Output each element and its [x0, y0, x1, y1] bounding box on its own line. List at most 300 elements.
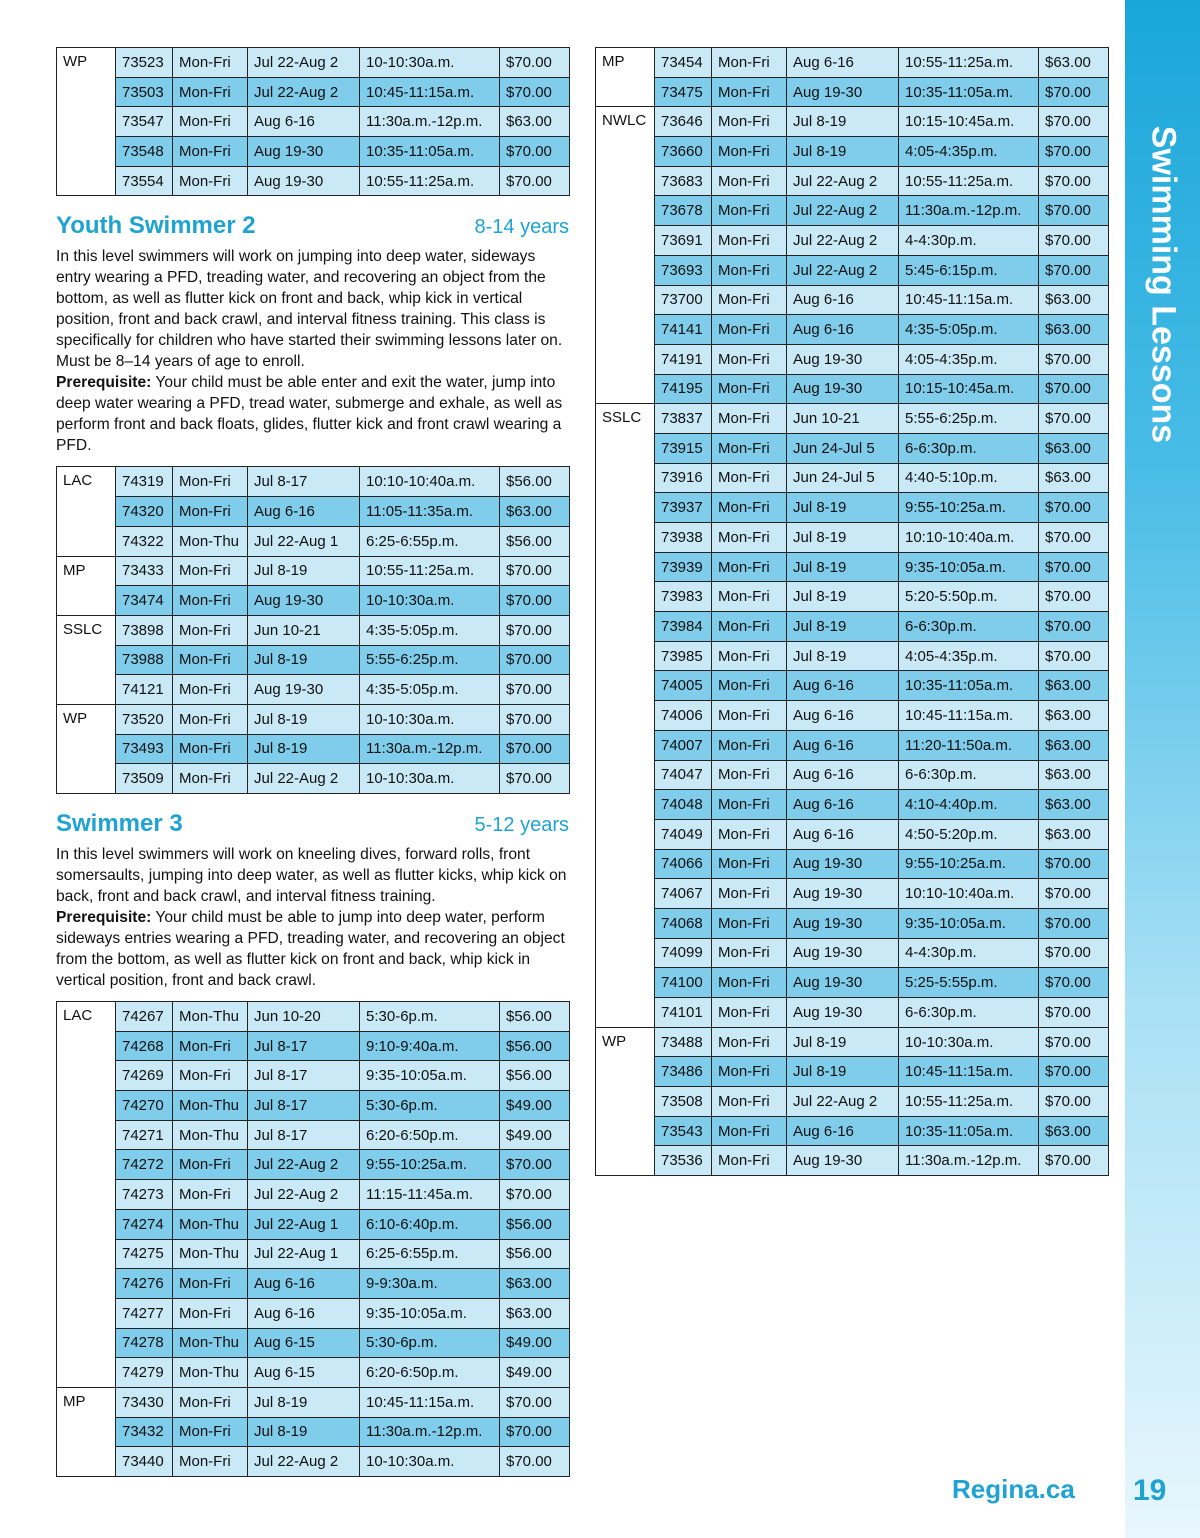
table-row [57, 137, 570, 167]
days-cell: Mon-Fri [712, 1087, 787, 1117]
days-cell: Mon-Fri [712, 730, 787, 760]
dates-cell: Aug 6-16 [787, 48, 899, 78]
fee-cell: $70.00 [1039, 998, 1109, 1028]
days-cell: Mon-Fri [712, 404, 787, 434]
table-row [596, 255, 1109, 285]
course-code-cell: 74191 [655, 344, 712, 374]
time-cell: 10:10-10:40a.m. [899, 523, 1039, 553]
fee-cell: $70.00 [1039, 908, 1109, 938]
section-title: Youth Swimmer 2 [56, 212, 256, 240]
course-code-cell: 73916 [655, 463, 712, 493]
time-cell: 6:25-6:55p.m. [360, 526, 500, 556]
schedule-table [56, 466, 570, 794]
days-cell: Mon-Fri [712, 582, 787, 612]
time-cell: 6-6:30p.m. [899, 998, 1039, 1028]
time-cell: 10:55-11:25a.m. [899, 1087, 1039, 1117]
fee-cell: $56.00 [500, 467, 570, 497]
fee-cell: $70.00 [1039, 166, 1109, 196]
fee-cell: $70.00 [1039, 552, 1109, 582]
dates-cell: Aug 6-16 [787, 760, 899, 790]
location-cell: WP [596, 1027, 655, 1175]
dates-cell: Aug 19-30 [787, 908, 899, 938]
course-code-cell: 74269 [116, 1061, 173, 1091]
table-row [596, 908, 1109, 938]
course-code-cell: 73938 [655, 523, 712, 553]
time-cell: 6-6:30p.m. [899, 433, 1039, 463]
fee-cell: $70.00 [1039, 1087, 1109, 1117]
time-cell: 4-4:30p.m. [899, 226, 1039, 256]
location-cell: LAC [57, 467, 116, 556]
fee-cell: $70.00 [1039, 196, 1109, 226]
dates-cell: Aug 19-30 [787, 374, 899, 404]
course-code-cell: 74101 [655, 998, 712, 1028]
days-cell: Mon-Fri [173, 1150, 248, 1180]
table-row [57, 704, 570, 734]
course-code-cell: 73523 [116, 48, 173, 78]
course-code-cell: 74005 [655, 671, 712, 701]
days-cell: Mon-Fri [173, 1031, 248, 1061]
dates-cell: Jul 22-Aug 2 [248, 48, 360, 78]
dates-cell: Aug 6-16 [248, 1269, 360, 1299]
dates-cell: Aug 6-16 [248, 497, 360, 527]
table-row [596, 938, 1109, 968]
days-cell: Mon-Fri [712, 760, 787, 790]
table-row [57, 734, 570, 764]
time-cell: 6:20-6:50p.m. [360, 1358, 500, 1388]
table-row [596, 612, 1109, 642]
course-code-cell: 74277 [116, 1298, 173, 1328]
table-row [596, 344, 1109, 374]
dates-cell: Jul 22-Aug 2 [787, 255, 899, 285]
table-row [57, 1002, 570, 1032]
section-description [56, 844, 569, 991]
fee-cell: $63.00 [1039, 760, 1109, 790]
dates-cell: Aug 19-30 [248, 166, 360, 196]
dates-cell: Aug 6-16 [787, 790, 899, 820]
course-code-cell: 74270 [116, 1091, 173, 1121]
dates-cell: Jul 8-17 [248, 1120, 360, 1150]
fee-cell: $70.00 [1039, 1057, 1109, 1087]
table-row [57, 1209, 570, 1239]
table-row [596, 196, 1109, 226]
days-cell: Mon-Fri [712, 552, 787, 582]
table-row [57, 526, 570, 556]
table-row [596, 671, 1109, 701]
table-row [596, 404, 1109, 434]
dates-cell: Aug 19-30 [787, 879, 899, 909]
days-cell: Mon-Fri [173, 1447, 248, 1477]
fee-cell: $70.00 [1039, 404, 1109, 434]
course-code-cell: 73683 [655, 166, 712, 196]
sidebar-title: Swimming Lessons [1144, 125, 1182, 444]
course-code-cell: 74274 [116, 1209, 173, 1239]
dates-cell: Aug 6-16 [787, 701, 899, 731]
fee-cell: $70.00 [1039, 523, 1109, 553]
dates-cell: Aug 6-16 [787, 730, 899, 760]
fee-cell: $63.00 [500, 497, 570, 527]
table-row [596, 137, 1109, 167]
location-cell: SSLC [596, 404, 655, 1027]
days-cell: Mon-Fri [173, 615, 248, 645]
time-cell: 4:05-4:35p.m. [899, 344, 1039, 374]
days-cell: Mon-Fri [173, 1061, 248, 1091]
course-code-cell: 74278 [116, 1328, 173, 1358]
days-cell: Mon-Fri [173, 166, 248, 196]
course-code-cell: 73554 [116, 166, 173, 196]
course-code-cell: 74007 [655, 730, 712, 760]
course-code-cell: 73508 [655, 1087, 712, 1117]
course-code-cell: 73939 [655, 552, 712, 582]
dates-cell: Aug 19-30 [787, 968, 899, 998]
table-row [596, 166, 1109, 196]
days-cell: Mon-Fri [173, 704, 248, 734]
table-row [57, 1091, 570, 1121]
fee-cell: $49.00 [500, 1091, 570, 1121]
page-number: 19 [1133, 1474, 1167, 1507]
time-cell: 5:45-6:15p.m. [899, 255, 1039, 285]
time-cell: 10:15-10:45a.m. [899, 374, 1039, 404]
course-code-cell: 73430 [116, 1387, 173, 1417]
fee-cell: $56.00 [500, 1061, 570, 1091]
dates-cell: Jul 22-Aug 2 [248, 1150, 360, 1180]
time-cell: 10:10-10:40a.m. [899, 879, 1039, 909]
time-cell: 10-10:30a.m. [360, 48, 500, 78]
days-cell: Mon-Fri [712, 48, 787, 78]
time-cell: 11:30a.m.-12p.m. [360, 1417, 500, 1447]
fee-cell: $70.00 [500, 137, 570, 167]
fee-cell: $70.00 [1039, 641, 1109, 671]
fee-cell: $63.00 [500, 1298, 570, 1328]
table-row [596, 641, 1109, 671]
fee-cell: $63.00 [500, 107, 570, 137]
dates-cell: Jul 8-19 [248, 645, 360, 675]
days-cell: Mon-Fri [712, 226, 787, 256]
fee-cell: $70.00 [1039, 1027, 1109, 1057]
time-cell: 10:45-11:15a.m. [360, 1387, 500, 1417]
location-cell: WP [57, 704, 116, 793]
time-cell: 4:05-4:35p.m. [899, 137, 1039, 167]
table-row [596, 790, 1109, 820]
time-cell: 9-9:30a.m. [360, 1269, 500, 1299]
dates-cell: Jul 22-Aug 1 [248, 526, 360, 556]
table-row [596, 374, 1109, 404]
fee-cell: $70.00 [500, 77, 570, 107]
table-row [596, 315, 1109, 345]
course-code-cell: 73475 [655, 77, 712, 107]
schedule-table [595, 47, 1109, 1176]
time-cell: 10:35-11:05a.m. [360, 137, 500, 167]
time-cell: 10-10:30a.m. [899, 1027, 1039, 1057]
location-cell: SSLC [57, 615, 116, 704]
table-row [596, 48, 1109, 78]
dates-cell: Aug 6-15 [248, 1328, 360, 1358]
course-code-cell: 73660 [655, 137, 712, 167]
table-row [57, 556, 570, 586]
time-cell: 10:15-10:45a.m. [899, 107, 1039, 137]
table-row [596, 77, 1109, 107]
dates-cell: Jul 8-19 [787, 552, 899, 582]
prerequisite-label: Prerequisite: [56, 909, 152, 926]
dates-cell: Jul 8-17 [248, 1031, 360, 1061]
fee-cell: $70.00 [500, 645, 570, 675]
course-code-cell: 74268 [116, 1031, 173, 1061]
time-cell: 11:30a.m.-12p.m. [360, 107, 500, 137]
table-row [596, 523, 1109, 553]
fee-cell: $70.00 [1039, 77, 1109, 107]
days-cell: Mon-Fri [173, 734, 248, 764]
days-cell: Mon-Fri [712, 612, 787, 642]
time-cell: 10:35-11:05a.m. [899, 671, 1039, 701]
days-cell: Mon-Fri [712, 1057, 787, 1087]
table-row [596, 1057, 1109, 1087]
time-cell: 10:45-11:15a.m. [899, 1057, 1039, 1087]
course-code-cell: 73984 [655, 612, 712, 642]
table-row [57, 675, 570, 705]
table-row [57, 1031, 570, 1061]
age-range: 5-12 years [474, 814, 569, 836]
time-cell: 10-10:30a.m. [360, 586, 500, 616]
table-row [57, 1120, 570, 1150]
days-cell: Mon-Fri [712, 166, 787, 196]
fee-cell: $56.00 [500, 1002, 570, 1032]
dates-cell: Jun 10-20 [248, 1002, 360, 1032]
time-cell: 10-10:30a.m. [360, 764, 500, 794]
dates-cell: Jul 8-19 [248, 1387, 360, 1417]
time-cell: 10-10:30a.m. [360, 704, 500, 734]
table-row [596, 552, 1109, 582]
days-cell: Mon-Fri [173, 764, 248, 794]
dates-cell: Jul 8-19 [248, 556, 360, 586]
section-header [56, 212, 569, 240]
course-code-cell: 73837 [655, 404, 712, 434]
days-cell: Mon-Thu [173, 1209, 248, 1239]
dates-cell: Jun 24-Jul 5 [787, 463, 899, 493]
time-cell: 11:30a.m.-12p.m. [899, 196, 1039, 226]
fee-cell: $49.00 [500, 1120, 570, 1150]
days-cell: Mon-Fri [173, 77, 248, 107]
fee-cell: $70.00 [1039, 493, 1109, 523]
dates-cell: Aug 19-30 [248, 586, 360, 616]
dates-cell: Jul 22-Aug 1 [248, 1239, 360, 1269]
table-row [57, 77, 570, 107]
dates-cell: Aug 6-16 [787, 315, 899, 345]
course-code-cell: 74006 [655, 701, 712, 731]
days-cell: Mon-Fri [712, 107, 787, 137]
time-cell: 9:10-9:40a.m. [360, 1031, 500, 1061]
table-row [596, 819, 1109, 849]
time-cell: 9:35-10:05a.m. [899, 908, 1039, 938]
time-cell: 9:35-10:05a.m. [360, 1298, 500, 1328]
days-cell: Mon-Thu [173, 1239, 248, 1269]
fee-cell: $70.00 [500, 734, 570, 764]
days-cell: Mon-Fri [712, 908, 787, 938]
days-cell: Mon-Fri [712, 255, 787, 285]
fee-cell: $70.00 [1039, 374, 1109, 404]
days-cell: Mon-Fri [173, 1180, 248, 1210]
table-row [57, 1061, 570, 1091]
days-cell: Mon-Fri [712, 344, 787, 374]
time-cell: 10:55-11:25a.m. [360, 166, 500, 196]
course-code-cell: 74195 [655, 374, 712, 404]
course-code-cell: 74275 [116, 1239, 173, 1269]
dates-cell: Jul 8-19 [787, 1027, 899, 1057]
time-cell: 11:05-11:35a.m. [360, 497, 500, 527]
dates-cell: Jun 10-21 [248, 615, 360, 645]
dates-cell: Aug 6-15 [248, 1358, 360, 1388]
dates-cell: Aug 19-30 [787, 1146, 899, 1176]
dates-cell: Jul 22-Aug 2 [787, 166, 899, 196]
time-cell: 9:35-10:05a.m. [360, 1061, 500, 1091]
fee-cell: $70.00 [500, 1447, 570, 1477]
table-row [57, 1180, 570, 1210]
course-code-cell: 74100 [655, 968, 712, 998]
days-cell: Mon-Fri [712, 285, 787, 315]
days-cell: Mon-Fri [712, 137, 787, 167]
course-code-cell: 73937 [655, 493, 712, 523]
course-code-cell: 73503 [116, 77, 173, 107]
fee-cell: $70.00 [1039, 938, 1109, 968]
fee-cell: $63.00 [1039, 819, 1109, 849]
fee-cell: $56.00 [500, 1031, 570, 1061]
schedule-table [56, 1001, 570, 1477]
days-cell: Mon-Fri [712, 196, 787, 226]
days-cell: Mon-Fri [712, 790, 787, 820]
sidebar-title-wrap [1125, 0, 1200, 460]
location-cell: MP [57, 556, 116, 615]
dates-cell: Jul 8-19 [787, 612, 899, 642]
time-cell: 11:30a.m.-12p.m. [899, 1146, 1039, 1176]
dates-cell: Jul 22-Aug 2 [787, 196, 899, 226]
days-cell: Mon-Fri [712, 1116, 787, 1146]
time-cell: 10:45-11:15a.m. [899, 701, 1039, 731]
fee-cell: $70.00 [1039, 849, 1109, 879]
days-cell: Mon-Fri [173, 645, 248, 675]
days-cell: Mon-Fri [712, 463, 787, 493]
fee-cell: $70.00 [500, 675, 570, 705]
fee-cell: $70.00 [1039, 612, 1109, 642]
fee-cell: $70.00 [1039, 879, 1109, 909]
table-row [57, 107, 570, 137]
fee-cell: $56.00 [500, 1209, 570, 1239]
time-cell: 5:20-5:50p.m. [899, 582, 1039, 612]
fee-cell: $63.00 [1039, 790, 1109, 820]
days-cell: Mon-Thu [173, 1002, 248, 1032]
dates-cell: Jul 22-Aug 2 [248, 764, 360, 794]
fee-cell: $70.00 [500, 556, 570, 586]
table-row [57, 645, 570, 675]
dates-cell: Aug 19-30 [787, 77, 899, 107]
table-row [596, 433, 1109, 463]
table-row [596, 226, 1109, 256]
course-code-cell: 73454 [655, 48, 712, 78]
dates-cell: Jul 8-19 [787, 493, 899, 523]
location-cell: MP [596, 48, 655, 107]
fee-cell: $63.00 [1039, 730, 1109, 760]
days-cell: Mon-Fri [173, 1269, 248, 1299]
days-cell: Mon-Fri [712, 998, 787, 1028]
course-code-cell: 73432 [116, 1417, 173, 1447]
course-code-cell: 74320 [116, 497, 173, 527]
fee-cell: $70.00 [1039, 582, 1109, 612]
course-code-cell: 74121 [116, 675, 173, 705]
course-code-cell: 74267 [116, 1002, 173, 1032]
time-cell: 4:35-5:05p.m. [360, 675, 500, 705]
table-row [57, 467, 570, 497]
dates-cell: Jul 22-Aug 1 [248, 1209, 360, 1239]
dates-cell: Aug 19-30 [248, 675, 360, 705]
dates-cell: Aug 6-16 [787, 285, 899, 315]
days-cell: Mon-Fri [173, 48, 248, 78]
days-cell: Mon-Fri [712, 315, 787, 345]
time-cell: 10:55-11:25a.m. [899, 166, 1039, 196]
fee-cell: $70.00 [1039, 1146, 1109, 1176]
dates-cell: Aug 19-30 [787, 344, 899, 374]
days-cell: Mon-Thu [173, 1091, 248, 1121]
location-cell: NWLC [596, 107, 655, 404]
days-cell: Mon-Thu [173, 526, 248, 556]
fee-cell: $70.00 [500, 586, 570, 616]
course-code-cell: 73486 [655, 1057, 712, 1087]
dates-cell: Jul 8-17 [248, 1091, 360, 1121]
table-row [596, 1087, 1109, 1117]
days-cell: Mon-Fri [173, 467, 248, 497]
location-cell: MP [57, 1387, 116, 1476]
fee-cell: $63.00 [500, 1269, 570, 1299]
time-cell: 4:35-5:05p.m. [360, 615, 500, 645]
dates-cell: Jul 22-Aug 2 [248, 1447, 360, 1477]
time-cell: 10:45-11:15a.m. [360, 77, 500, 107]
description-text: In this level swimmers will work on jumping into deep water, sideways entry wearing a PFD, treading water, and recovering an object from the bottom, as well as flutter kick on front and back, whip kick in vertical position, front and back crawl, and interval fitness training. This class is specifically for children who have started their swimming lessons later on. Must be 8–14 years of age to enroll. [56, 248, 563, 371]
dates-cell: Aug 19-30 [248, 137, 360, 167]
course-code-cell: 73474 [116, 586, 173, 616]
dates-cell: Aug 6-16 [248, 1298, 360, 1328]
dates-cell: Aug 6-16 [248, 107, 360, 137]
days-cell: Mon-Fri [173, 1417, 248, 1447]
fee-cell: $70.00 [1039, 344, 1109, 374]
dates-cell: Jul 22-Aug 2 [787, 226, 899, 256]
section-description [56, 246, 569, 456]
fee-cell: $70.00 [500, 1387, 570, 1417]
time-cell: 10:35-11:05a.m. [899, 1116, 1039, 1146]
time-cell: 4:10-4:40p.m. [899, 790, 1039, 820]
website-link[interactable]: Regina.ca [952, 1474, 1075, 1504]
course-code-cell: 74067 [655, 879, 712, 909]
prerequisite-text: Your child must be able to jump into deep water, perform sideways entries wearing a PFD, treading water, and recovering an object from the bottom, as well as flutter kick on front and back, whip kick in vertical position, front and back crawl. [56, 909, 565, 989]
fee-cell: $70.00 [500, 615, 570, 645]
table-row [596, 849, 1109, 879]
time-cell: 5:55-6:25p.m. [360, 645, 500, 675]
table-row [57, 1417, 570, 1447]
course-code-cell: 73915 [655, 433, 712, 463]
table-row [57, 586, 570, 616]
fee-cell: $63.00 [1039, 285, 1109, 315]
course-code-cell: 73536 [655, 1146, 712, 1176]
days-cell: Mon-Fri [712, 879, 787, 909]
days-cell: Mon-Fri [173, 556, 248, 586]
dates-cell: Aug 19-30 [787, 938, 899, 968]
days-cell: Mon-Fri [173, 137, 248, 167]
time-cell: 4-4:30p.m. [899, 938, 1039, 968]
time-cell: 11:15-11:45a.m. [360, 1180, 500, 1210]
time-cell: 5:25-5:55p.m. [899, 968, 1039, 998]
days-cell: Mon-Fri [173, 1298, 248, 1328]
days-cell: Mon-Fri [712, 523, 787, 553]
course-code-cell: 73493 [116, 734, 173, 764]
dates-cell: Jul 8-19 [787, 1057, 899, 1087]
course-code-cell: 73440 [116, 1447, 173, 1477]
fee-cell: $63.00 [1039, 463, 1109, 493]
right-column [595, 47, 1108, 1176]
